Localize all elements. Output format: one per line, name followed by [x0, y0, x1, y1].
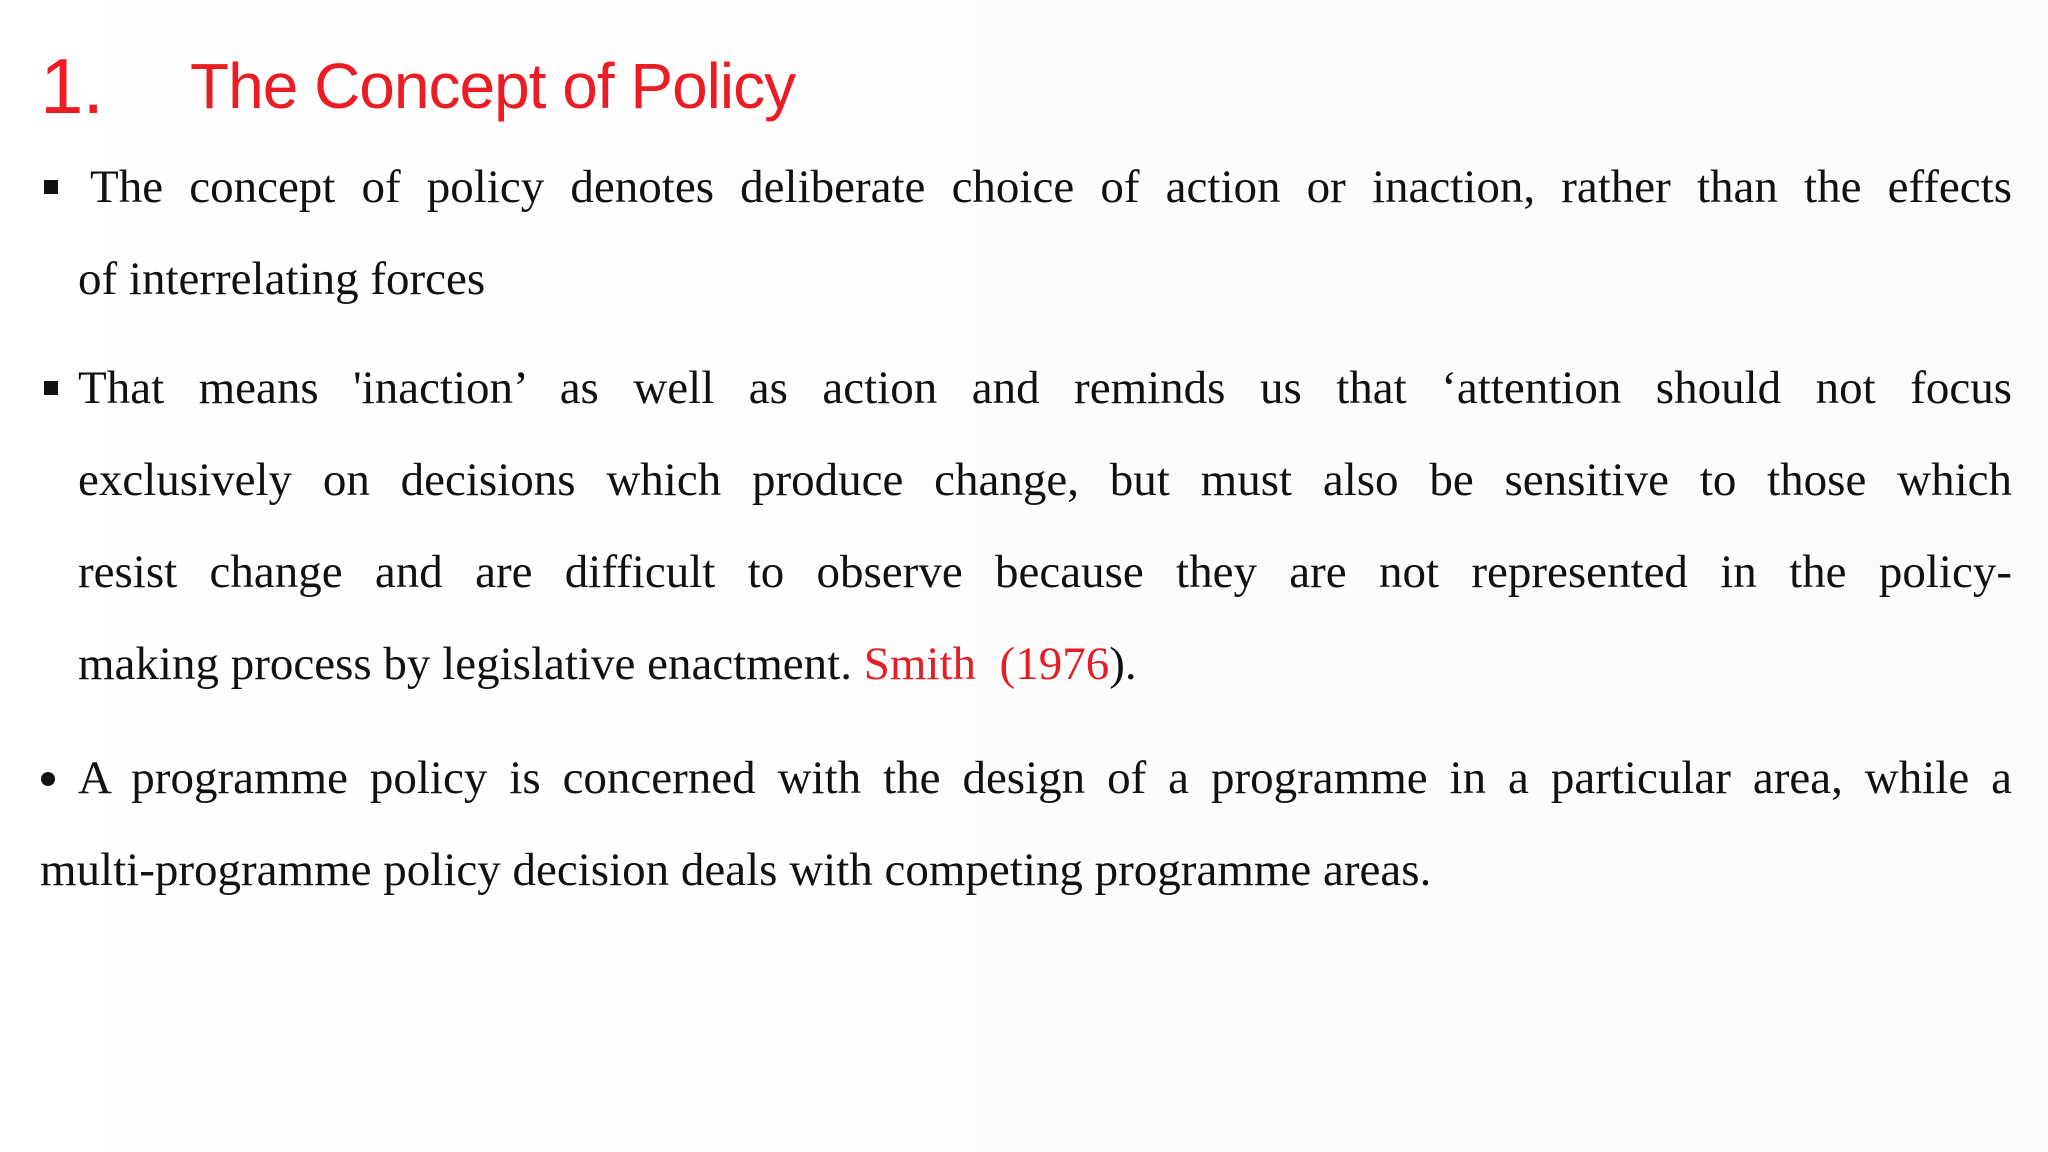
square-bullet-icon — [44, 381, 58, 395]
title-number: 1. — [40, 42, 104, 130]
round-bullet-icon — [41, 772, 55, 786]
citation-year: (1976 — [999, 638, 1110, 690]
title-text: The Concept of Policy — [190, 50, 796, 122]
slide-title — [40, 36, 795, 136]
paragraph-2-line-1: That means 'inaction’ as well as action and reminds us that ‘attention should not focus — [78, 362, 2012, 414]
paragraph-2-line-3: resist change and are difficult to observe because they are not represented in the policy- — [78, 546, 2012, 598]
citation-end: ). — [1109, 638, 1137, 690]
paragraph-1-line-1: The concept of policy denotes deliberate choice of action or inaction, rather than the effects — [90, 161, 2012, 213]
paragraph-3-line-1: A programme policy is concerned with the design of a programme in a particular area, while a — [78, 752, 2012, 804]
paragraph-1-line-2: of interrelating forces — [78, 253, 486, 305]
citation-author: Smith — [863, 638, 977, 690]
paragraph-2-line-4-text: making process by legislative enactment. — [78, 638, 852, 690]
paragraph-3-line-2: multi-programme policy decision deals with competing programme areas. — [40, 844, 1432, 896]
paragraph-2-line-4 — [78, 638, 1137, 690]
paragraph-2-line-2: exclusively on decisions which produce change, but must also be sensitive to those which — [78, 454, 2012, 506]
square-bullet-icon — [44, 180, 58, 194]
